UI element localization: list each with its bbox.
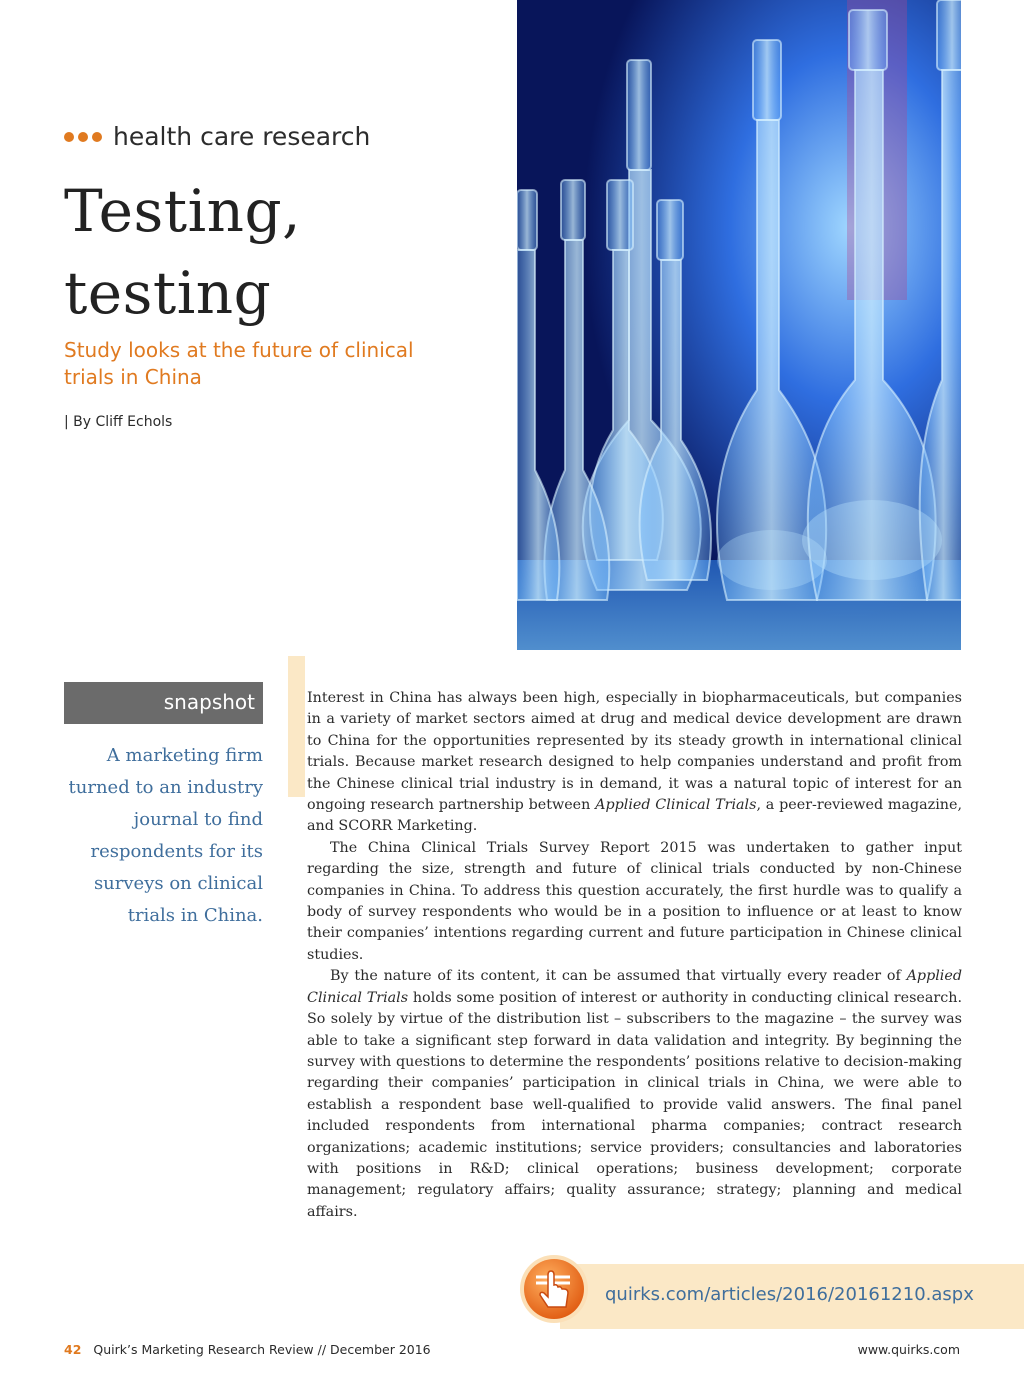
hand-pointer-icon[interactable] bbox=[518, 1253, 590, 1325]
article-body bbox=[307, 688, 962, 1223]
laboratory-glassware-photo bbox=[517, 0, 961, 650]
article-subtitle: Study looks at the future of clinical trials in China bbox=[64, 338, 414, 389]
snapshot-label: snapshot bbox=[163, 690, 255, 714]
article-title bbox=[64, 170, 301, 334]
accent-bar bbox=[288, 656, 305, 797]
publication-name: Applied Clinical Trials bbox=[595, 797, 757, 814]
section-label-text: health care research bbox=[113, 122, 371, 151]
paragraph-2: The China Clinical Trials Survey Report 2015 was undertaken to gather input regarding the size, strength and future of clinical trials conducted by non-Chinese companies in China. To address this question accurately, the first hurdle was to qualify a body of survey respondents who would be in a position to influence or at least to know their companies’ intentions regarding current and future participation in Chinese clinical studies. bbox=[307, 839, 962, 963]
section-label bbox=[64, 122, 370, 151]
title-line-1: Testing, bbox=[64, 177, 302, 245]
article-link[interactable]: quirks.com/articles/2016/20161210.aspx bbox=[605, 1284, 974, 1305]
snapshot-header bbox=[64, 682, 263, 724]
paragraph-1-text-b: , a peer-reviewed magazine, and SCORR Marketing. bbox=[307, 797, 962, 835]
byline: | By Cliff Echols bbox=[64, 414, 173, 430]
footer-publication bbox=[64, 1342, 431, 1357]
publication-name: Applied Clinical Trials bbox=[307, 968, 962, 1006]
pull-quote: A marketing firm turned to an industry journal to find respondents for its surveys on clinical trials in China. bbox=[68, 745, 263, 926]
footer-website[interactable]: www.quirks.com bbox=[857, 1342, 960, 1357]
paragraph-1 bbox=[307, 688, 962, 838]
paragraph-3-text-a: By the nature of its content, it can be assumed that virtually every reader of bbox=[330, 968, 907, 985]
paragraph-1-text-a: Interest in China has always been high, especially in biopharmaceuticals, but companies in a variety of market sectors aimed at drug and medical device development are drawn to China for the opportunities represented by its steady growth in international clinical trials. Because market research designed to help companies understand and profit from the Chinese clinical trial industry is in demand, it was a natural topic of interest for an ongoing research partnership between bbox=[307, 690, 962, 814]
page-number: 42 bbox=[64, 1342, 82, 1357]
title-line-2: testing bbox=[64, 259, 272, 327]
publication-title: Quirk’s Marketing Research Review // December 2016 bbox=[93, 1342, 431, 1357]
paragraph-3-text-b: holds some position of interest or authority in conducting clinical research. So solely by virtue of the distribution list – subscribers to the magazine – the survey was able to take a significant step forward in data validation and integrity. By beginning the survey with questions to determine the respondents’ positions relative to decision-making regarding their companies’ participation in clinical trials in China, we were able to establish a respondent base well-qualified to provide valid answers. The final panel included respondents from international pharma companies; contract research organizations; academic institutions; service providers; consultancies and laboratories with positions in R&D; clinical operations; business development; corporate management; regulatory affairs; quality assurance; strategy; planning and medical affairs. bbox=[307, 989, 963, 1220]
bullet-dots-icon bbox=[64, 132, 102, 142]
paragraph-3 bbox=[307, 966, 962, 1223]
article-link-banner[interactable] bbox=[560, 1264, 1024, 1329]
